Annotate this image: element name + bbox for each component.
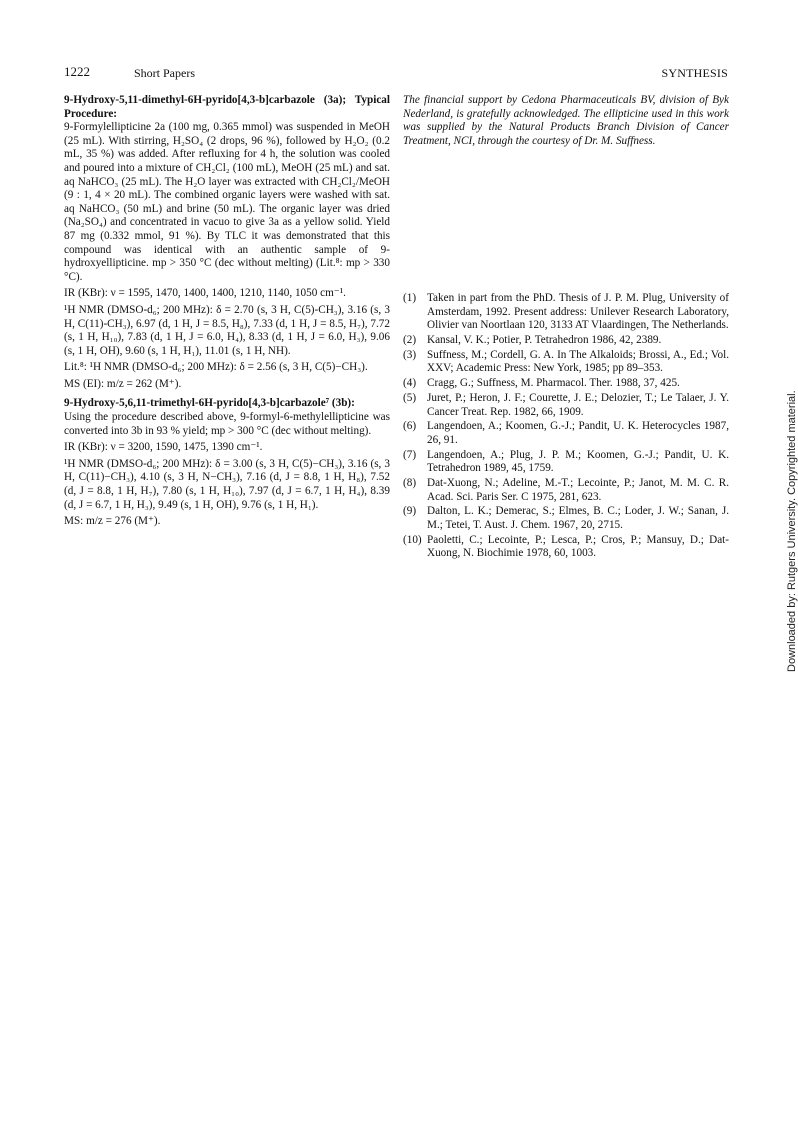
acknowledgement: The financial support by Cedona Pharmaceuticals BV, division of Byk Nederland, is gratefully acknowledged. The ellipticine used in this work was supplied by the Natural Products Branch Division of Cancer Treatment, NCI, through the courtesy of Dr. M. Suffness. [403, 94, 729, 147]
right-column [403, 94, 729, 560]
reference-item [403, 477, 729, 504]
reference-text: Dalton, L. K.; Demerac, S.; Elmes, B. C.; Loder, J. W.; Sanan, J. M.; Tetei, T. Aust. J. Chem. 1967, 20, 2715. [427, 505, 729, 531]
reference-number: (3) [403, 348, 417, 361]
reference-text: Juret, P.; Heron, J. F.; Courette, J. E.; Delozier, T.; Le Talaer, J. Y. Cancer Treat. Rep. 1982, 66, 1909. [427, 391, 729, 418]
reference-text: Paoletti, C.; Lecointe, P.; Lesca, P.; Cros, P.; Mansuy, D.; Dat-Xuong, N. Biochimie 1978, 60, 1003. [427, 533, 729, 560]
reference-text: Dat-Xuong, N.; Adeline, M.-T.; Lecointe, P.; Janot, M. M. C. R. Acad. Sci. Paris Ser. C 1975, 281, 623. [427, 477, 729, 503]
nmr-data-3a: ¹H NMR (DMSO-d₆; 200 MHz): δ = 2.70 (s, 3 H, C(5)-CH₃), 3.16 (s, 3 H, C(11)-CH₃), 6.97 (d, 1 H, J = 8.5, H₈), 7.33 (d, 1 H, J = 8.5, H₇), 7.72 (s, 1 H, H₁₀), 7.83 (d, 1 H, J = 6.0, H₄), 8.33 (d, 1 H, J = 6.0, H₃), 9.06 (s, 1 H, OH), 9.60 (s, 1 H, H₁), 11.01 (s, 1 H, NH). [64, 303, 390, 357]
ir-data-3a: IR (KBr): ν = 1595, 1470, 1400, 1400, 1210, 1140, 1050 cm⁻¹. [64, 287, 346, 300]
reference-item [403, 420, 729, 447]
ir-data-3b: IR (KBr): ν = 3200, 1590, 1475, 1390 cm⁻¹. [64, 441, 263, 454]
reference-item [403, 534, 729, 561]
section-title: Short Papers [134, 66, 195, 80]
ms-data-3b: MS: m/z = 276 (M⁺). [64, 515, 161, 528]
nmr-data-3b: ¹H NMR (DMSO-d₆; 200 MHz): δ = 3.00 (s, 3 H, C(5)−CH₃), 3.16 (s, 3 H, C(11)−CH₃), 4.10 (s, 3 H, N−CH₃), 7.16 (d, J = 8.8, 1 H, H₈), 7.52 (d, J = 8.8, 1 H, H₇), 7.80 (s, 1 H, H₁₀), 7.97 (d, J = 6.7, 1 H, H₄), 8.39 (d, J = 6.7, 1 H, H₃), 9.49 (s, 1 H, OH), 9.76 (s, 1 H, H₁). [64, 457, 390, 511]
procedure-text-3a: 9-Formylellipticine 2a (100 mg, 0.365 mmol) was suspended in MeOH (25 mL). With stirring, H₂SO₄ (2 drops, 96 %), followed by H₂O₂ (0.2 mL, 35 %) was added. After refluxing for 4 h, the solution was cooled and poured into a mixture of CH₂Cl₂ (100 mL), MeOH (25 mL) and sat. aq NaHCO₃ (25 mL). The H₂O layer was extracted with CH₂Cl₂/MeOH (9 : 1, 4 × 20 mL). The combined organic layers were washed with sat. aq NaHCO₃ (50 mL) and brine (50 mL). The organic layer was dried (Na₂SO₄) and concentrated in vacuo to give 3a as a yellow solid. Yield 87 mg (0.332 mmol, 91 %). By TLC it was demonstrated that this compound was identical with an authentic sample of 9-hydroxyellipticine. mp > 350 °C (dec without melting) (Lit.⁸: mp > 330 °C). [64, 121, 390, 283]
reference-item [403, 349, 729, 376]
reference-item [403, 334, 729, 348]
reference-text: Taken in part from the PhD. Thesis of J. P. M. Plug, University of Amsterdam, 1992. Present address: Unilever Research Laboratory, Olivier van Noortlaan 120, 3133 AT Vlaardingen, The Netherlands. [427, 292, 729, 332]
reference-item [403, 449, 729, 476]
page-header [64, 64, 728, 84]
page-number: 1222 [64, 64, 90, 79]
reference-text: Langendoen, A.; Plug, J. P. M.; Koomen, G.-J.; Pandit, U. K. Tetrahedron 1989, 45, 1759. [427, 448, 729, 475]
procedure-heading-3a: 9-Hydroxy-5,11-dimethyl-6H-pyrido[4,3-b]carbazole (3a); Typical Procedure: [64, 94, 390, 120]
reference-number: (6) [403, 420, 417, 433]
reference-item [403, 505, 729, 532]
lit-nmr-3a: Lit.⁸: ¹H NMR (DMSO-d₆; 200 MHz): δ = 2.56 (s, 3 H, C(5)−CH₃). [64, 361, 368, 374]
procedure-heading-3b: 9-Hydroxy-5,6,11-trimethyl-6H-pyrido[4,3-b]carbazole⁷ (3b): [64, 397, 355, 410]
reference-number: (8) [403, 477, 417, 490]
reference-item [403, 292, 729, 333]
reference-number: (9) [403, 505, 417, 518]
journal-name: SYNTHESIS [661, 66, 728, 80]
reference-item [403, 377, 729, 391]
reference-text: Kansal, V. K.; Potier, P. Tetrahedron 1986, 42, 2389. [427, 333, 662, 346]
reference-number: (10) [403, 533, 422, 546]
procedure-text-3b: Using the procedure described above, 9-formyl-6-methylellipticine was converted into 3b in 93 % yield; mp > 300 °C (dec without melting). [64, 411, 390, 437]
download-watermark: Downloaded by: Rutgers University. Copyrighted material. [786, 390, 798, 672]
reference-list [403, 292, 729, 562]
reference-number: (1) [403, 292, 417, 304]
reference-number: (2) [403, 333, 417, 346]
reference-text: Suffness, M.; Cordell, G. A. In The Alkaloids; Brossi, A., Ed.; Vol. XXV; Academic Press: New York, 1985; pp 89–353. [427, 348, 729, 375]
reference-item [403, 392, 729, 419]
reference-number: (7) [403, 448, 417, 461]
left-column [64, 94, 390, 529]
reference-number: (5) [403, 391, 417, 404]
reference-text: Cragg, G.; Suffness, M. Pharmacol. Ther. 1988, 37, 425. [427, 377, 680, 390]
reference-number: (4) [403, 377, 417, 390]
reference-text: Langendoen, A.; Koomen, G.-J.; Pandit, U. K. Heterocycles 1987, 26, 91. [427, 420, 729, 446]
ms-data-3a: MS (EI): m/z = 262 (M⁺). [64, 377, 182, 390]
